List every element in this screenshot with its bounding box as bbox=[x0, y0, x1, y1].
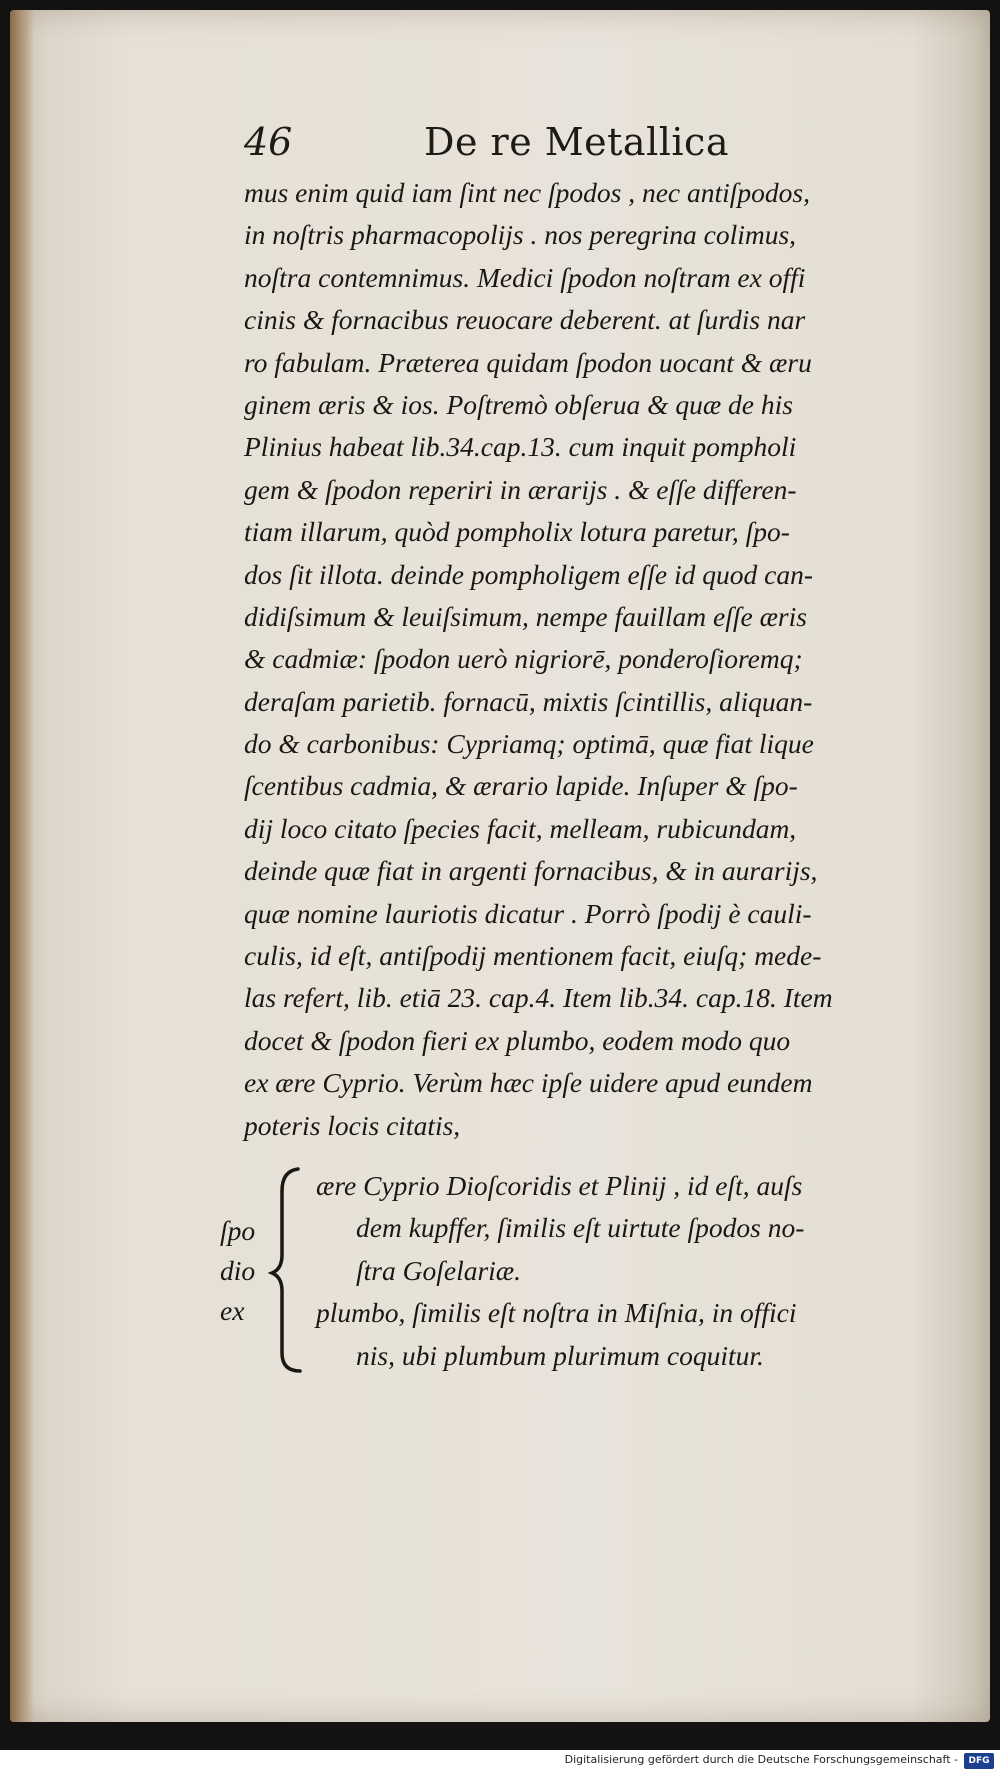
body-text bbox=[244, 172, 894, 1147]
brace-line: ſtra Goſelariæ. bbox=[356, 1254, 522, 1286]
text-line: docet & ſpodon fieri ex plumbo, eodem modo quo bbox=[244, 1024, 791, 1056]
brace-line: dem kupffer, ſimilis eſt uirtute ſpodos no- bbox=[356, 1212, 805, 1244]
footer-bar bbox=[0, 1750, 1000, 1773]
text-line: dij loco citato ſpecies facit, melleam, rubicundam, bbox=[244, 812, 797, 844]
text-line: ex ære Cyprio. Verùm hæc ipſe uidere apud eundem bbox=[244, 1067, 813, 1099]
text-line: tiam illarum, quòd pompholix lotura paretur, ſpo- bbox=[244, 516, 790, 548]
text-line: culis, id eſt, antiſpodij mentionem facit, eiuſq; mede- bbox=[244, 940, 822, 972]
text-line: mus enim quid iam ſint nec ſpodos , nec antiſpodos, bbox=[244, 177, 810, 208]
page-gutter-edge bbox=[10, 10, 34, 1722]
brace-content bbox=[316, 1165, 896, 1377]
text-line: quæ nomine lauriotis dicatur . Porrò ſpodij è cauli- bbox=[244, 897, 812, 929]
page-number: 46 bbox=[244, 120, 293, 164]
text-line: ginem æris & ios. Poſtremò obſerua & quæ de his bbox=[244, 388, 793, 420]
text-line: gem & ſpodon reperiri in ærarijs . & eſſe differen- bbox=[244, 473, 797, 505]
text-line: deinde quæ fiat in argenti fornacibus, & in aurarijs, bbox=[244, 855, 818, 887]
brace-line: ære Cyprio Dioſcoridis et Plinij , id eſt, auſs bbox=[316, 1170, 803, 1201]
side-label-line: ex bbox=[220, 1295, 245, 1326]
side-label-line: ſpo bbox=[220, 1215, 256, 1246]
brace-line: nis, ubi plumbum plurimum coquitur. bbox=[356, 1339, 764, 1371]
text-line: in noſtris pharmacopolijs . nos peregrina colimus, bbox=[244, 219, 797, 251]
text-line: noſtra contemnimus. Medici ſpodon noſtram ex offi bbox=[244, 261, 806, 293]
text-line: ro fabulam. Præterea quidam ſpodon uocant & æru bbox=[244, 346, 812, 378]
text-line: poteris locis citatis, bbox=[244, 1109, 461, 1141]
bracketed-note bbox=[220, 1165, 900, 1405]
funding-credit: Digitalisierung gefördert durch die Deutsche Forschungsgemeinschaft - bbox=[564, 1753, 958, 1766]
text-line: do & carbonibus: Cypriamq; optimā, quæ fiat lique bbox=[244, 728, 814, 760]
text-line: ſcentibus cadmia, & ærario lapide. Inſuper & ſpo- bbox=[244, 770, 798, 802]
brace-line: plumbo, ſimilis eſt noſtra in Miſnia, in offici bbox=[316, 1297, 797, 1329]
page-header bbox=[244, 120, 764, 168]
text-line: & cadmiæ: ſpodon uerò nigriorē, ponderoſioremq; bbox=[244, 643, 803, 675]
side-label-line: dio bbox=[220, 1255, 256, 1286]
text-line: didiſsimum & leuiſsimum, nempe fauillam eſſe æris bbox=[244, 600, 807, 632]
text-line: dos ſit illota. deinde pompholigem eſſe id quod can- bbox=[244, 558, 814, 590]
text-line: cinis & fornacibus reuocare deberent. at ſurdis nar bbox=[244, 304, 806, 336]
running-title: De re Metallica bbox=[424, 120, 729, 164]
text-line: Plinius habeat lib.34.cap.13. cum inquit pompholi bbox=[244, 431, 797, 463]
text-line: las refert, lib. etiā 23. cap.4. Item lib.34. cap.18. Item bbox=[244, 982, 833, 1014]
dfg-logo: DFG bbox=[964, 1753, 994, 1769]
text-line: deraſam parietib. fornacū, mixtis ſcintillis, aliquan- bbox=[244, 685, 813, 717]
curly-brace-icon bbox=[268, 1165, 308, 1375]
